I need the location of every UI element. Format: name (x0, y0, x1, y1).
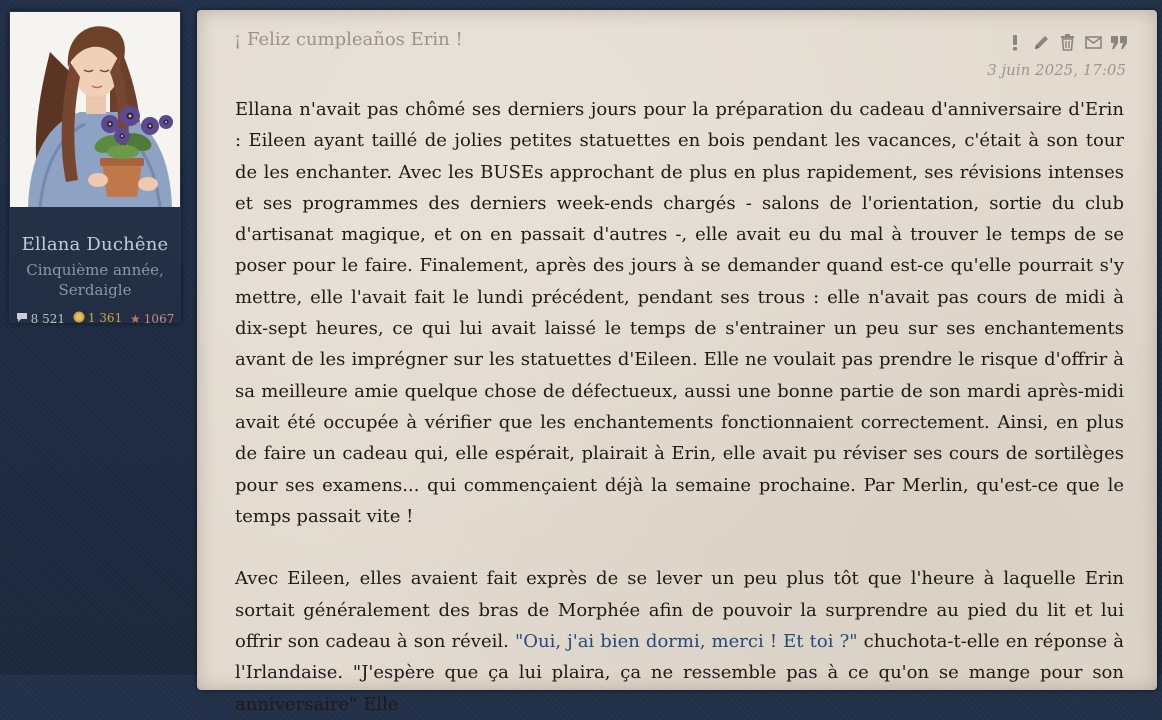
profile-name[interactable]: Ellana Duchêne (21, 234, 169, 255)
profile-card (9, 11, 181, 326)
gold-count: 1 361 (87, 311, 123, 325)
narration-text: Avec Eileen, elles avaient fait exprès de se lever un peu plus tôt que l'heure à laquelle Erin sortait généralement des bras de Morphée afin de pouvoir la surprendre au pied du lit et lui offrir son cadeau à son réveil. (235, 568, 1124, 653)
post-date: 3 juin 2025, 17:05 (987, 61, 1126, 79)
points-stat (130, 312, 174, 326)
gold-coin-icon (73, 311, 85, 325)
post-title[interactable]: ¡ Feliz cumpleaños Erin ! (234, 29, 463, 50)
post-actions (1006, 33, 1128, 51)
delete-icon[interactable] (1058, 33, 1076, 51)
post-paragraph: Ellana n'avait pas chômé ses derniers jours pour la préparation du cadeau d'anniversaire d'Erin : Eileen ayant taillé de jolies petites statuettes en bois pendant les vacances, c'était à son tour de les enchanter. Avec les BUSEs approchant de plus en plus rapidement, ses révisions intenses et ses programmes des derniers week-ends chargés - salons de l'orientation, sortie du club d'artisanat magique, et on en passait d'autres -, elle avait eu du mal à trouver le temps de se poser pour le faire. Finalement, après des jours à se demander quand est-ce qu'elle pourrait s'y mettre, elle l'avait fait le lundi précédent, pendant ses trous : elle n'avait pas cours de midi à dix-sept heures, ce qui lui avait laissé le temps de s'entrainer un peu sur ses enchantements avant de les imprégner sur les statuettes d'Eileen. Elle ne voulait pas prendre le risque d'offrir à sa meilleure amie quelque chose de défectueux, aussi une bonne partie de son mardi après-midi avait été occupée à vérifier que les enchantements fonctionnaient correctement. Ainsi, en plus de faire un cadeau qui, elle espérait, plairait à Erin, elle avait pu réviser ses cours de sortilèges pour ses examens... qui commençaient déjà la semaine prochaine. Par Merlin, qu'est-ce que le temps passait vite ! (235, 99, 1124, 527)
quote-icon[interactable] (1110, 33, 1128, 51)
gold-stat (73, 311, 122, 325)
post-body (235, 94, 1124, 720)
post-paragraph (235, 563, 1124, 719)
profile-stats (9, 311, 181, 326)
post (197, 10, 1157, 715)
speech-bubble-icon (16, 312, 28, 325)
messages-count: 8 521 (30, 311, 66, 326)
avatar-illustration (10, 12, 180, 207)
dialogue-text: "Oui, j'ai bien dormi, merci ! Et toi ?" (514, 631, 858, 653)
star-icon: ★ (130, 312, 141, 326)
edit-icon[interactable] (1032, 33, 1050, 51)
narration-text: chuchota-t-elle en réponse à l'Irlandaise. "J'espère que ça lui plaira, ça ne ressemble pas à ce qu'on se mange pour son anniversaire" Elle (235, 631, 1125, 715)
report-icon[interactable] (1006, 33, 1024, 51)
messages-stat (16, 312, 65, 326)
profile-subtitle: Cinquième année, Serdaigle (26, 261, 164, 299)
points-count: 1067 (143, 312, 175, 326)
mail-icon[interactable] (1084, 33, 1102, 51)
avatar[interactable] (10, 12, 180, 207)
